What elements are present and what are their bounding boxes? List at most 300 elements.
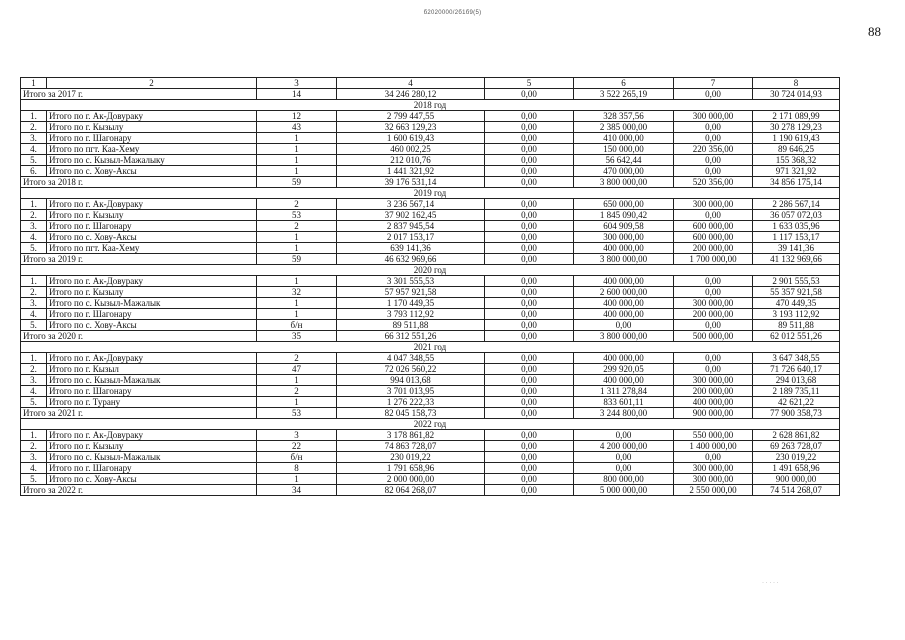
- row-number: 2.: [21, 122, 47, 133]
- count-cell: 1: [257, 243, 337, 254]
- amount-col6-cell: 300 000,00: [574, 232, 674, 243]
- locality-name: Итого по с. Кызыл-Мажалык: [47, 298, 257, 309]
- column-number: 7: [674, 78, 753, 89]
- amount-col7-cell: 200 000,00: [674, 309, 753, 320]
- column-number: 3: [257, 78, 337, 89]
- count-cell: 53: [257, 408, 337, 419]
- row-number: 1.: [21, 276, 47, 287]
- locality-name: Итого по пгт. Каа-Хему: [47, 243, 257, 254]
- table-row: [21, 122, 840, 133]
- amount-total-cell: 39 176 531,14: [337, 177, 485, 188]
- year-total-row: [21, 254, 840, 265]
- count-cell: 2: [257, 221, 337, 232]
- row-number: 1.: [21, 353, 47, 364]
- amount-col8-cell: 42 621,22: [753, 397, 840, 408]
- amount-col8-cell: 155 368,32: [753, 155, 840, 166]
- amount-col6-cell: 410 000,00: [574, 133, 674, 144]
- locality-name: Итого по г. Ак-Довураку: [47, 199, 257, 210]
- count-cell: 3: [257, 430, 337, 441]
- amount-col5-cell: 0,00: [485, 474, 574, 485]
- amount-total-cell: 3 301 555,53: [337, 276, 485, 287]
- amount-col6-cell: 3 800 000,00: [574, 254, 674, 265]
- locality-name: Итого по г. Кызылу: [47, 210, 257, 221]
- amount-col5-cell: 0,00: [485, 331, 574, 342]
- amount-col6-cell: 3 800 000,00: [574, 331, 674, 342]
- locality-name: Итого по с. Хову-Аксы: [47, 232, 257, 243]
- count-cell: 53: [257, 210, 337, 221]
- amount-col5-cell: 0,00: [485, 276, 574, 287]
- amount-col8-cell: 89 646,25: [753, 144, 840, 155]
- total-label: Итого за 2021 г.: [21, 408, 257, 419]
- amount-col6-cell: 2 385 000,00: [574, 122, 674, 133]
- year-total-row: [21, 485, 840, 496]
- locality-name: Итого по с. Кызыл-Мажалык: [47, 375, 257, 386]
- table-row: [21, 463, 840, 474]
- amount-total-cell: 3 236 567,14: [337, 199, 485, 210]
- row-number: 1.: [21, 199, 47, 210]
- amount-col5-cell: 0,00: [485, 441, 574, 452]
- amount-total-cell: 82 064 268,07: [337, 485, 485, 496]
- year-heading: 2020 год: [21, 265, 840, 276]
- row-number: 4.: [21, 232, 47, 243]
- table-row: [21, 386, 840, 397]
- amount-col7-cell: 300 000,00: [674, 111, 753, 122]
- amount-total-cell: 3 178 861,82: [337, 430, 485, 441]
- amount-col5-cell: 0,00: [485, 386, 574, 397]
- amount-col5-cell: 0,00: [485, 287, 574, 298]
- amount-col7-cell: 600 000,00: [674, 221, 753, 232]
- amount-col8-cell: 470 449,35: [753, 298, 840, 309]
- amount-col6-cell: 4 200 000,00: [574, 441, 674, 452]
- amount-col7-cell: 0,00: [674, 364, 753, 375]
- table-row: [21, 276, 840, 287]
- amount-col6-cell: 2 600 000,00: [574, 287, 674, 298]
- locality-name: Итого по г. Ак-Довураку: [47, 430, 257, 441]
- amount-total-cell: 3 701 013,95: [337, 386, 485, 397]
- count-cell: 12: [257, 111, 337, 122]
- row-number: 3.: [21, 452, 47, 463]
- scan-artifact: · · · · ·: [762, 580, 779, 586]
- amount-col8-cell: 41 132 969,66: [753, 254, 840, 265]
- amount-col5-cell: 0,00: [485, 111, 574, 122]
- amount-col7-cell: 0,00: [674, 166, 753, 177]
- amount-col5-cell: 0,00: [485, 232, 574, 243]
- amount-total-cell: 66 312 551,26: [337, 331, 485, 342]
- amount-col6-cell: 604 909,58: [574, 221, 674, 232]
- table-row: [21, 309, 840, 320]
- amount-total-cell: 639 141,36: [337, 243, 485, 254]
- amount-col6-cell: 150 000,00: [574, 144, 674, 155]
- amount-col8-cell: 36 057 072,03: [753, 210, 840, 221]
- amount-col7-cell: 0,00: [674, 155, 753, 166]
- year-header-row: [21, 342, 840, 353]
- amount-col6-cell: 400 000,00: [574, 375, 674, 386]
- count-cell: 35: [257, 331, 337, 342]
- count-cell: 59: [257, 254, 337, 265]
- amount-col7-cell: 550 000,00: [674, 430, 753, 441]
- count-cell: 47: [257, 364, 337, 375]
- table-row: [21, 441, 840, 452]
- row-number: 4.: [21, 144, 47, 155]
- locality-name: Итого по с. Хову-Аксы: [47, 474, 257, 485]
- row-number: 2.: [21, 210, 47, 221]
- locality-name: Итого по г. Кызыл: [47, 364, 257, 375]
- amount-col6-cell: 400 000,00: [574, 298, 674, 309]
- column-number: 8: [753, 78, 840, 89]
- amount-col8-cell: 3 193 112,92: [753, 309, 840, 320]
- table-row: [21, 397, 840, 408]
- table-row: [21, 287, 840, 298]
- count-cell: 1: [257, 144, 337, 155]
- amount-col6-cell: 470 000,00: [574, 166, 674, 177]
- amount-col5-cell: 0,00: [485, 298, 574, 309]
- amount-col6-cell: 400 000,00: [574, 353, 674, 364]
- locality-name: Итого по г. Кызылу: [47, 122, 257, 133]
- amount-col7-cell: 300 000,00: [674, 474, 753, 485]
- amount-col8-cell: 1 633 035,96: [753, 221, 840, 232]
- amount-col6-cell: 299 920,05: [574, 364, 674, 375]
- row-number: 1.: [21, 430, 47, 441]
- table-row: [21, 199, 840, 210]
- amount-col8-cell: 39 141,36: [753, 243, 840, 254]
- amount-col6-cell: 0,00: [574, 452, 674, 463]
- amount-col7-cell: 300 000,00: [674, 298, 753, 309]
- amount-col8-cell: 1 190 619,43: [753, 133, 840, 144]
- row-number: 4.: [21, 386, 47, 397]
- locality-name: Итого по г. Турану: [47, 397, 257, 408]
- count-cell: 2: [257, 353, 337, 364]
- year-heading: 2019 год: [21, 188, 840, 199]
- amount-col7-cell: 220 356,00: [674, 144, 753, 155]
- table-row: [21, 320, 840, 331]
- amount-col8-cell: 69 263 728,07: [753, 441, 840, 452]
- amount-total-cell: 212 010,76: [337, 155, 485, 166]
- year-header-row: [21, 419, 840, 430]
- amount-col6-cell: 1 845 090,42: [574, 210, 674, 221]
- amount-col8-cell: 294 013,68: [753, 375, 840, 386]
- amount-col7-cell: 300 000,00: [674, 199, 753, 210]
- amount-col7-cell: 600 000,00: [674, 232, 753, 243]
- amount-col5-cell: 0,00: [485, 243, 574, 254]
- locality-name: Итого по с. Кызыл-Мажалыку: [47, 155, 257, 166]
- amount-col7-cell: 0,00: [674, 276, 753, 287]
- table-row: [21, 353, 840, 364]
- table-row: [21, 474, 840, 485]
- amount-col5-cell: 0,00: [485, 408, 574, 419]
- amount-total-cell: 4 047 348,55: [337, 353, 485, 364]
- locality-name: Итого по г. Ак-Довураку: [47, 276, 257, 287]
- table-row: [21, 166, 840, 177]
- amount-col5-cell: 0,00: [485, 221, 574, 232]
- amount-col5-cell: 0,00: [485, 320, 574, 331]
- amount-total-cell: 72 026 560,22: [337, 364, 485, 375]
- count-cell: 1: [257, 397, 337, 408]
- table-row: [21, 298, 840, 309]
- amount-total-cell: 74 863 728,07: [337, 441, 485, 452]
- amount-col8-cell: 71 726 640,17: [753, 364, 840, 375]
- count-cell: 1: [257, 133, 337, 144]
- row-number: 6.: [21, 166, 47, 177]
- locality-name: Итого по г. Ак-Довураку: [47, 111, 257, 122]
- row-number: 4.: [21, 309, 47, 320]
- amount-col7-cell: 1 400 000,00: [674, 441, 753, 452]
- count-cell: 1: [257, 375, 337, 386]
- amount-col7-cell: 0,00: [674, 287, 753, 298]
- count-cell: 1: [257, 309, 337, 320]
- amount-total-cell: 2 837 945,54: [337, 221, 485, 232]
- amount-total-cell: 1 600 619,43: [337, 133, 485, 144]
- count-cell: 1: [257, 298, 337, 309]
- table-row: [21, 452, 840, 463]
- amount-col8-cell: 971 321,92: [753, 166, 840, 177]
- amount-col8-cell: 2 286 567,14: [753, 199, 840, 210]
- amount-col5-cell: 0,00: [485, 166, 574, 177]
- amount-col6-cell: 400 000,00: [574, 309, 674, 320]
- total-label: Итого за 2022 г.: [21, 485, 257, 496]
- amount-col6-cell: 833 601,11: [574, 397, 674, 408]
- amount-col5-cell: 0,00: [485, 254, 574, 265]
- amount-total-cell: 32 663 129,23: [337, 122, 485, 133]
- amount-col6-cell: 800 000,00: [574, 474, 674, 485]
- amount-col7-cell: 300 000,00: [674, 463, 753, 474]
- amount-col7-cell: 300 000,00: [674, 375, 753, 386]
- locality-name: Итого по пгт. Каа-Хему: [47, 144, 257, 155]
- amount-col7-cell: 400 000,00: [674, 397, 753, 408]
- amount-col7-cell: 0,00: [674, 320, 753, 331]
- locality-name: Итого по г. Шагонару: [47, 309, 257, 320]
- table-row: [21, 221, 840, 232]
- locality-name: Итого по г. Шагонару: [47, 221, 257, 232]
- column-number: 4: [337, 78, 485, 89]
- amount-col5-cell: 0,00: [485, 375, 574, 386]
- row-number: 3.: [21, 298, 47, 309]
- amount-col7-cell: 200 000,00: [674, 243, 753, 254]
- row-number: 1.: [21, 111, 47, 122]
- table-row: [21, 232, 840, 243]
- amount-total-cell: 1 441 321,92: [337, 166, 485, 177]
- table-row: [21, 210, 840, 221]
- amount-col5-cell: 0,00: [485, 199, 574, 210]
- amount-col7-cell: 2 550 000,00: [674, 485, 753, 496]
- amount-col6-cell: 400 000,00: [574, 276, 674, 287]
- row-number: 3.: [21, 133, 47, 144]
- amount-col8-cell: 1 491 658,96: [753, 463, 840, 474]
- amount-col7-cell: 0,00: [674, 89, 753, 100]
- amount-col5-cell: 0,00: [485, 463, 574, 474]
- year-header-row: [21, 188, 840, 199]
- amount-col6-cell: 5 000 000,00: [574, 485, 674, 496]
- row-number: 4.: [21, 463, 47, 474]
- count-cell: 34: [257, 485, 337, 496]
- amount-col8-cell: 34 856 175,14: [753, 177, 840, 188]
- amount-col8-cell: 89 511,88: [753, 320, 840, 331]
- amount-col6-cell: 1 311 278,84: [574, 386, 674, 397]
- amount-col5-cell: 0,00: [485, 155, 574, 166]
- amount-total-cell: 46 632 969,66: [337, 254, 485, 265]
- amount-total-cell: 2 000 000,00: [337, 474, 485, 485]
- table-row: [21, 364, 840, 375]
- row-number: 5.: [21, 397, 47, 408]
- amount-col6-cell: 3 522 265,19: [574, 89, 674, 100]
- count-cell: 43: [257, 122, 337, 133]
- amount-col5-cell: 0,00: [485, 309, 574, 320]
- row-number: 5.: [21, 474, 47, 485]
- column-number: 6: [574, 78, 674, 89]
- amount-col7-cell: 0,00: [674, 122, 753, 133]
- count-cell: 1: [257, 232, 337, 243]
- amount-col5-cell: 0,00: [485, 397, 574, 408]
- summary-table: [20, 77, 840, 496]
- table-row: [21, 155, 840, 166]
- total-label: Итого за 2020 г.: [21, 331, 257, 342]
- row-number: 2.: [21, 441, 47, 452]
- table-row: [21, 430, 840, 441]
- amount-col8-cell: 77 900 358,73: [753, 408, 840, 419]
- amount-col8-cell: 2 628 861,82: [753, 430, 840, 441]
- year-total-row: [21, 89, 840, 100]
- amount-total-cell: 2 017 153,17: [337, 232, 485, 243]
- amount-col8-cell: 2 171 089,99: [753, 111, 840, 122]
- amount-total-cell: 34 246 280,12: [337, 89, 485, 100]
- table-row: [21, 375, 840, 386]
- count-cell: 22: [257, 441, 337, 452]
- count-cell: 59: [257, 177, 337, 188]
- amount-col6-cell: 0,00: [574, 320, 674, 331]
- amount-col6-cell: 3 244 800,00: [574, 408, 674, 419]
- year-total-row: [21, 331, 840, 342]
- locality-name: Итого по с. Кызыл-Мажалык: [47, 452, 257, 463]
- amount-col5-cell: 0,00: [485, 122, 574, 133]
- page-number: 88: [868, 24, 881, 39]
- row-number: 3.: [21, 375, 47, 386]
- document-reference-code: б2020000/2б1б9(5): [423, 10, 482, 16]
- year-header-row: [21, 265, 840, 276]
- amount-col7-cell: 500 000,00: [674, 331, 753, 342]
- row-number: 3.: [21, 221, 47, 232]
- amount-col5-cell: 0,00: [485, 452, 574, 463]
- amount-total-cell: 57 957 921,58: [337, 287, 485, 298]
- table-row: [21, 243, 840, 254]
- amount-col8-cell: 74 514 268,07: [753, 485, 840, 496]
- amount-col7-cell: 0,00: [674, 133, 753, 144]
- year-heading: 2018 год: [21, 100, 840, 111]
- amount-col5-cell: 0,00: [485, 430, 574, 441]
- column-number: 1: [21, 78, 47, 89]
- column-number: 5: [485, 78, 574, 89]
- amount-total-cell: 460 002,25: [337, 144, 485, 155]
- amount-col8-cell: 30 278 129,23: [753, 122, 840, 133]
- count-cell: 2: [257, 199, 337, 210]
- count-cell: 32: [257, 287, 337, 298]
- amount-total-cell: 82 045 158,73: [337, 408, 485, 419]
- year-heading: 2021 год: [21, 342, 840, 353]
- year-header-row: [21, 100, 840, 111]
- column-number-row: [21, 78, 840, 89]
- count-cell: б/н: [257, 452, 337, 463]
- amount-col8-cell: 1 117 153,17: [753, 232, 840, 243]
- amount-col7-cell: 520 356,00: [674, 177, 753, 188]
- amount-col5-cell: 0,00: [485, 89, 574, 100]
- amount-col8-cell: 230 019,22: [753, 452, 840, 463]
- amount-col6-cell: 650 000,00: [574, 199, 674, 210]
- amount-total-cell: 3 793 112,92: [337, 309, 485, 320]
- amount-col6-cell: 328 357,56: [574, 111, 674, 122]
- amount-col6-cell: 3 800 000,00: [574, 177, 674, 188]
- amount-col5-cell: 0,00: [485, 144, 574, 155]
- locality-name: Итого по г. Кызылу: [47, 287, 257, 298]
- count-cell: 14: [257, 89, 337, 100]
- count-cell: 1: [257, 474, 337, 485]
- amount-col6-cell: 0,00: [574, 430, 674, 441]
- amount-total-cell: 2 799 447,55: [337, 111, 485, 122]
- count-cell: 8: [257, 463, 337, 474]
- total-label: Итого за 2019 г.: [21, 254, 257, 265]
- amount-col7-cell: 0,00: [674, 452, 753, 463]
- amount-col8-cell: 900 000,00: [753, 474, 840, 485]
- amount-col8-cell: 2 901 555,53: [753, 276, 840, 287]
- amount-col7-cell: 1 700 000,00: [674, 254, 753, 265]
- amount-col5-cell: 0,00: [485, 353, 574, 364]
- amount-total-cell: 89 511,88: [337, 320, 485, 331]
- table-body: [21, 89, 840, 496]
- total-label: Итого за 2018 г.: [21, 177, 257, 188]
- count-cell: 1: [257, 276, 337, 287]
- amount-col8-cell: 3 647 348,55: [753, 353, 840, 364]
- locality-name: Итого по г. Шагонару: [47, 133, 257, 144]
- amount-total-cell: 230 019,22: [337, 452, 485, 463]
- amount-col8-cell: 55 357 921,58: [753, 287, 840, 298]
- locality-name: Итого по с. Хову-Аксы: [47, 320, 257, 331]
- amount-total-cell: 1 170 449,35: [337, 298, 485, 309]
- amount-col8-cell: 62 012 551,26: [753, 331, 840, 342]
- year-heading: 2022 год: [21, 419, 840, 430]
- amount-col8-cell: 30 724 014,93: [753, 89, 840, 100]
- row-number: 2.: [21, 287, 47, 298]
- amount-col5-cell: 0,00: [485, 133, 574, 144]
- total-label: Итого за 2017 г.: [21, 89, 257, 100]
- amount-col5-cell: 0,00: [485, 177, 574, 188]
- row-number: 2.: [21, 364, 47, 375]
- count-cell: 2: [257, 386, 337, 397]
- count-cell: 1: [257, 155, 337, 166]
- amount-col6-cell: 0,00: [574, 463, 674, 474]
- locality-name: Итого по г. Шагонару: [47, 386, 257, 397]
- locality-name: Итого по г. Шагонару: [47, 463, 257, 474]
- amount-col5-cell: 0,00: [485, 364, 574, 375]
- amount-col5-cell: 0,00: [485, 485, 574, 496]
- locality-name: Итого по г. Ак-Довураку: [47, 353, 257, 364]
- count-cell: б/н: [257, 320, 337, 331]
- locality-name: Итого по г. Кызылу: [47, 441, 257, 452]
- row-number: 5.: [21, 155, 47, 166]
- amount-total-cell: 994 013,68: [337, 375, 485, 386]
- amount-total-cell: 1 276 222,33: [337, 397, 485, 408]
- amount-col7-cell: 0,00: [674, 353, 753, 364]
- amount-total-cell: 37 902 162,45: [337, 210, 485, 221]
- table-row: [21, 111, 840, 122]
- table-row: [21, 144, 840, 155]
- amount-col6-cell: 400 000,00: [574, 243, 674, 254]
- locality-name: Итого по с. Хову-Аксы: [47, 166, 257, 177]
- row-number: 5.: [21, 243, 47, 254]
- count-cell: 1: [257, 166, 337, 177]
- amount-col7-cell: 900 000,00: [674, 408, 753, 419]
- amount-col7-cell: 0,00: [674, 210, 753, 221]
- year-total-row: [21, 408, 840, 419]
- year-total-row: [21, 177, 840, 188]
- amount-col5-cell: 0,00: [485, 210, 574, 221]
- row-number: 5.: [21, 320, 47, 331]
